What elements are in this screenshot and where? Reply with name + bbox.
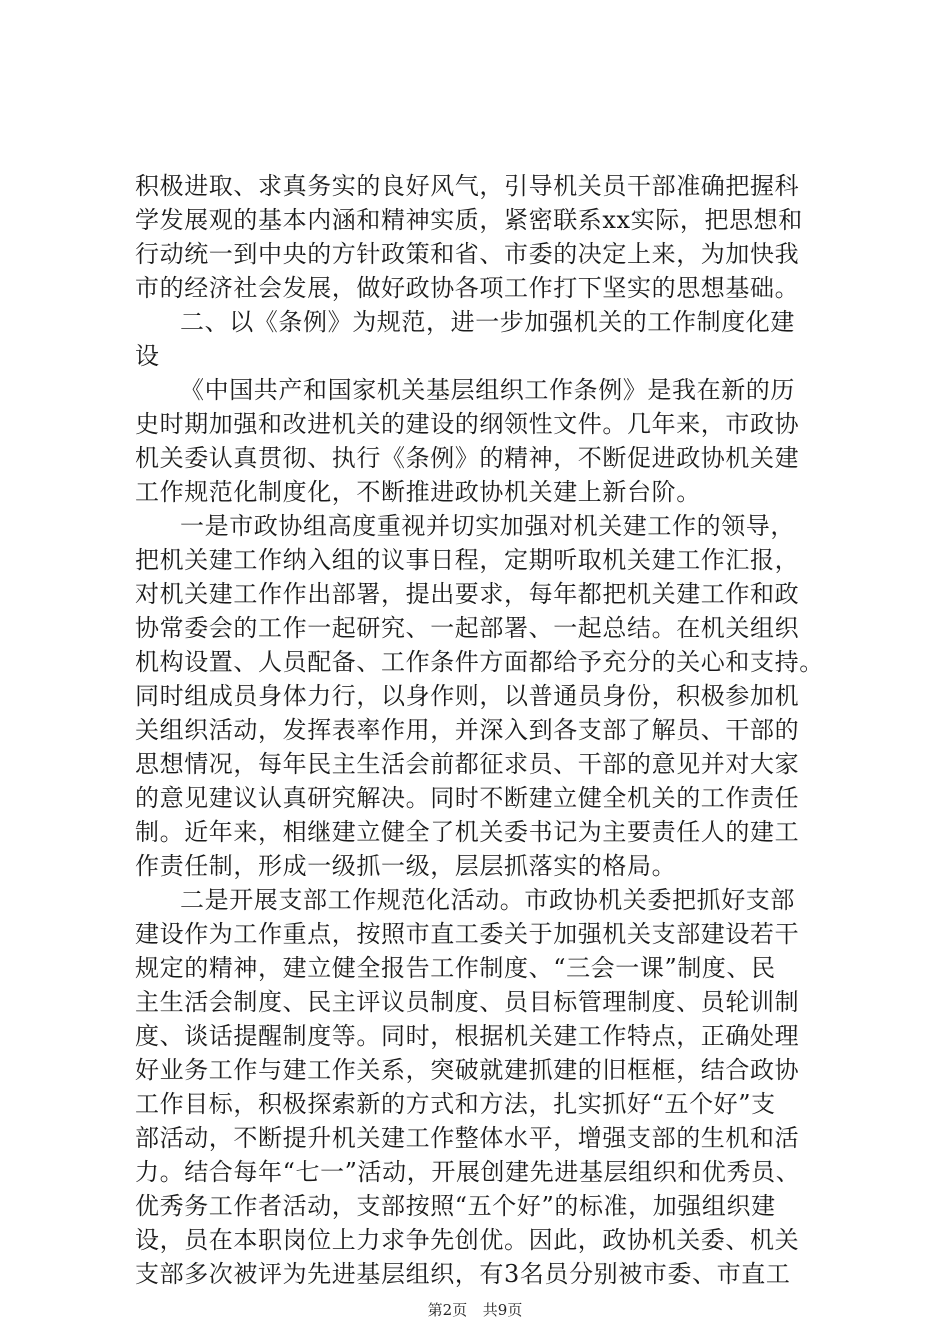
- text-line: 思想情况，每年民主生活会前都征求员、干部的意见并对大家: [135, 750, 800, 778]
- text-line: 把机关建工作纳入组的议事日程，定期听取机关建工作汇报，: [135, 546, 800, 574]
- text-line: 市的经济社会发展，做好政协各项工作打下坚实的思想基础。: [135, 274, 800, 302]
- text-line: 同时组成员身体力行，以身作则，以普通员身份，积极参加机: [135, 682, 800, 710]
- text-line: 制。近年来，相继建立健全了机关委书记为主要责任人的建工: [135, 818, 800, 846]
- section-heading: 设: [135, 342, 160, 370]
- page-number: 第2页: [427, 1301, 468, 1319]
- text-line: 对机关建工作作出部署，提出要求，每年都把机关建工作和政: [135, 580, 800, 608]
- text-line: 学发展观的基本内涵和精神实质，紧密联系xx实际，把思想和: [135, 206, 803, 234]
- text-line: 行动统一到中央的方针政策和省、市委的决定上来，为加快我: [135, 240, 800, 268]
- text-line: 优秀务工作者活动，支部按照“五个好”的标准，加强组织建: [135, 1192, 776, 1220]
- text-line: 积极进取、求真务实的良好风气，引导机关员干部准确把握科: [135, 172, 800, 200]
- text-line: 设，员在本职岗位上力求争先创优。因此，政协机关委、机关: [135, 1226, 800, 1254]
- text-line: 支部多次被评为先进基层组织，有3名员分别被市委、市直工: [135, 1260, 791, 1288]
- text-line: 建设作为工作重点，按照市直工委关于加强机关支部建设若干: [135, 920, 800, 948]
- text-line: 工作规范化制度化，不断推进政协机关建上新台阶。: [135, 478, 701, 506]
- text-line: 作责任制，形成一级抓一级，层层抓落实的格局。: [135, 852, 677, 880]
- text-line: 二是开展支部工作规范化活动。市政协机关委把抓好支部: [180, 886, 795, 914]
- text-line: 协常委会的工作一起研究、一起部署、一起总结。在机关组织: [135, 614, 800, 642]
- text-line: 规定的精神，建立健全报告工作制度、“三会一课”制度、民: [135, 954, 776, 982]
- text-line: 的意见建议认真研究解决。同时不断建立健全机关的工作责任: [135, 784, 800, 812]
- text-line: 度、谈话提醒制度等。同时，根据机关建工作特点，正确处理: [135, 1022, 800, 1050]
- section-heading: 二、以《条例》为规范，进一步加强机关的工作制度化建: [180, 308, 795, 336]
- text-line: 史时期加强和改进机关的建设的纲领性文件。几年来，市政协: [135, 410, 800, 438]
- page-total: 共9页: [482, 1301, 523, 1319]
- text-line: 力。结合每年“七一”活动，开展创建先进基层组织和优秀员、: [135, 1158, 801, 1186]
- text-line: 工作目标，积极探索新的方式和方法，扎实抓好“五个好”支: [135, 1090, 776, 1118]
- text-line: 《中国共产和国家机关基层组织工作条例》是我在新的历: [180, 376, 795, 404]
- text-line: 一是市政协组高度重视并切实加强对机关建工作的领导，: [180, 512, 795, 540]
- text-line: 部活动，不断提升机关建工作整体水平，增强支部的生机和活: [135, 1124, 800, 1152]
- text-line: 机关委认真贯彻、执行《条例》的精神，不断促进政协机关建: [135, 444, 800, 472]
- text-line: 关组织活动，发挥表率作用，并深入到各支部了解员、干部的: [135, 716, 800, 744]
- text-line: 主生活会制度、民主评议员制度、员目标管理制度、员轮训制: [135, 988, 800, 1016]
- text-line: 好业务工作与建工作关系，突破就建抓建的旧框框，结合政协: [135, 1056, 800, 1084]
- text-line: 机构设置、人员配备、工作条件方面都给予充分的关心和支持。: [135, 648, 824, 676]
- page-footer: [0, 1300, 950, 1320]
